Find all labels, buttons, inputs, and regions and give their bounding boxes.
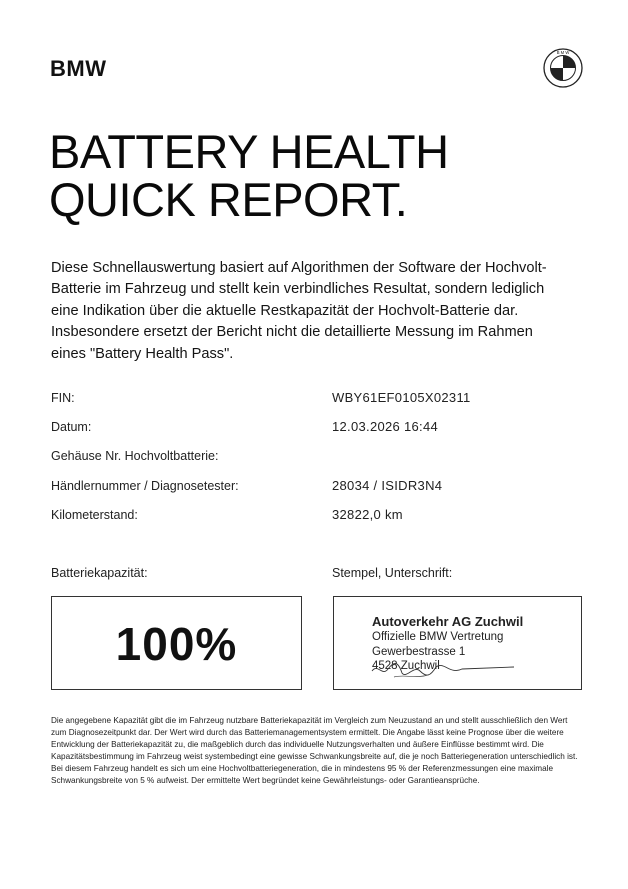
title-line-2: QUICK REPORT.: [49, 173, 408, 226]
intro-paragraph: Diese Schnellauswertung basiert auf Algorithmen der Software der Hochvolt-Batterie im Fahrzeug und stellt kein verbindliches Resultat, sondern lediglich eine Indikation über die aktuelle Restkapazität der Hochvolt-Batterie dar. Insbesondere ersetzt der Bericht nicht die detaillierte Messung im Rahmen eines "Battery Health Pass".: [51, 260, 547, 362]
capacity-label: Batteriekapazität:: [51, 566, 148, 580]
date-label: Datum:: [51, 420, 92, 434]
signature-mark: [364, 657, 524, 683]
dealer-number-value: 28034 / ISIDR3N4: [332, 478, 443, 493]
fin-label: FIN:: [51, 391, 75, 405]
stamp-box: [333, 596, 582, 690]
stamp-city: 4528 Zuchwil: [372, 660, 440, 672]
dealer-number-label: Händlernummer / Diagnosetester:: [51, 479, 239, 493]
stamp-label: Stempel, Unterschrift:: [332, 566, 453, 580]
mileage-value: 32822,0 km: [332, 507, 403, 522]
svg-text:B M W: B M W: [556, 50, 570, 56]
capacity-box: [51, 596, 302, 690]
battery-housing-label: Gehäuse Nr. Hochvoltbatterie:: [51, 449, 219, 463]
mileage-label: Kilometerstand:: [51, 508, 138, 522]
capacity-value: 100%: [115, 618, 238, 670]
fin-value: WBY61EF0105X02311: [332, 390, 471, 405]
disclaimer-footer: Die angegebene Kapazität gibt die im Fahrzeug nutzbare Batteriekapazität im Vergleich zum Neuzustand an und stellt ausschließlich den Wert zum Diagnosezeitpunkt dar. Der Wert wird durch das Batteriemanagementsystem ermittelt. Die Angabe lässt keine Prognose über die weitere Entwicklung der Batteriekapazität zu, die maßgeblich durch das individuelle Nutzungsverhalten und äußere Einflüsse bestimmt wird. Die Kapazitätsbestimmung im Fahrzeug weist systembedingt eine gewisse Schwankungsbreite auf, die je noch Batteriegeneration unterschiedlich ist. Bei diesem Fahrzeug handelt es sich um eine Hochvoltbatteriegeneration, die in mindestens 95 % der Referenzmessungen eine maximale Schwankungsbreite von 5 % aufweist. Der ermittelte Wert begründet keine Gewährleistungs- oder Garantieansprüche.: [51, 716, 578, 786]
date-value: 12.03.2026 16:44: [332, 419, 439, 434]
brand-name: BMW: [50, 56, 107, 81]
stamp-street: Gewerbestrasse 1: [372, 645, 466, 658]
bmw-logo-icon: [543, 48, 583, 88]
stamp-dealer-name: Autoverkehr AG Zuchwil: [372, 614, 524, 629]
stamp-dealer-subtitle: Offizielle BMW Vertretung: [372, 631, 504, 643]
title-line-1: BATTERY HEALTH: [49, 125, 449, 178]
report-title: [49, 125, 449, 226]
